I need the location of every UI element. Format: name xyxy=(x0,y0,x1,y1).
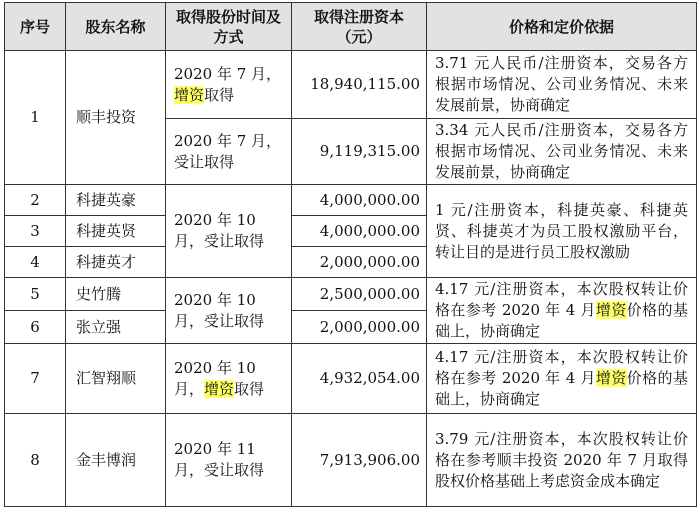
row6-seq: 6 xyxy=(5,311,66,344)
row2-seq: 2 xyxy=(5,185,66,216)
table-header-row xyxy=(5,3,697,51)
header-basis: 价格和定价依据 xyxy=(427,3,697,51)
row6-name: 张立强 xyxy=(66,311,166,344)
table-row xyxy=(5,414,697,507)
table-row xyxy=(5,51,697,119)
row1b-basis: 3.34 元人民币/注册资本，交易各方根据市场情况、公司业务情况、未来发展前景，协商确定 xyxy=(427,119,697,185)
row1-seq: 1 xyxy=(5,51,66,185)
header-seq: 序号 xyxy=(5,3,66,51)
row5-capital: 2,500,000.00 xyxy=(292,278,427,311)
shareholder-table xyxy=(4,2,697,507)
row4-seq: 4 xyxy=(5,247,66,278)
row5-basis: 4.17 元/注册资本，本次股权转让价格在参考 2020 年 4 月增资价格的基础上，协商确定 xyxy=(427,278,697,344)
row1-name: 顺丰投资 xyxy=(66,51,166,185)
row1b-capital: 9,119,315.00 xyxy=(292,119,427,185)
row8-time: 2020 年 11 月，受让取得 xyxy=(166,414,292,507)
row7-basis: 4.17 元/注册资本，本次股权转让价格在参考 2020 年 4 月增资价格的基础上，协商确定 xyxy=(427,344,697,414)
row3-name: 科捷英贤 xyxy=(66,216,166,247)
row1b-time: 2020 年 7 月，受让取得 xyxy=(166,119,292,185)
header-time-way: 取得股份时间及方式 xyxy=(166,3,292,51)
row2-time: 2020 年 10 月，受让取得 xyxy=(166,185,292,278)
row8-capital: 7,913,906.00 xyxy=(292,414,427,507)
row5-name: 史竹腾 xyxy=(66,278,166,311)
row2-name: 科捷英豪 xyxy=(66,185,166,216)
row1a-time: 2020 年 7 月，增资取得 xyxy=(166,51,292,119)
row1a-basis: 3.71 元人民币/注册资本，交易各方根据市场情况、公司业务情况、未来发展前景，协商确定 xyxy=(427,51,697,119)
highlight-mark: 增资 xyxy=(204,379,235,398)
header-name: 股东名称 xyxy=(66,3,166,51)
row7-name: 汇智翔顺 xyxy=(66,344,166,414)
row1a-capital: 18,940,115.00 xyxy=(292,51,427,119)
row7-capital: 4,932,054.00 xyxy=(292,344,427,414)
row3-capital: 4,000,000.00 xyxy=(292,216,427,247)
row3-seq: 3 xyxy=(5,216,66,247)
row7-seq: 7 xyxy=(5,344,66,414)
row7-time: 2020 年 10 月，增资取得 xyxy=(166,344,292,414)
row2-basis: 1 元/注册资本，科捷英豪、科捷英贤、科捷英才为员工股权激励平台，转让目的是进行员工股权激励 xyxy=(427,185,697,278)
row2-capital: 4,000,000.00 xyxy=(292,185,427,216)
row5-time: 2020 年 10 月，受让取得 xyxy=(166,278,292,344)
row8-name: 金丰博润 xyxy=(66,414,166,507)
table-row xyxy=(5,185,697,216)
row4-name: 科捷英才 xyxy=(66,247,166,278)
table-row xyxy=(5,344,697,414)
highlight-mark: 增资 xyxy=(595,301,627,319)
highlight-mark: 增资 xyxy=(174,85,205,104)
row4-capital: 2,000,000.00 xyxy=(292,247,427,278)
header-capital: 取得注册资本（元） xyxy=(292,3,427,51)
row5-seq: 5 xyxy=(5,278,66,311)
row6-capital: 2,000,000.00 xyxy=(292,311,427,344)
highlight-mark: 增资 xyxy=(595,369,627,387)
row8-seq: 8 xyxy=(5,414,66,507)
table-row xyxy=(5,278,697,311)
row8-basis: 3.79 元/注册资本，本次股权转让价格在参考顺丰投资 2020 年 7 月取得股权价格基础上考虑资金成本确定 xyxy=(427,414,697,507)
